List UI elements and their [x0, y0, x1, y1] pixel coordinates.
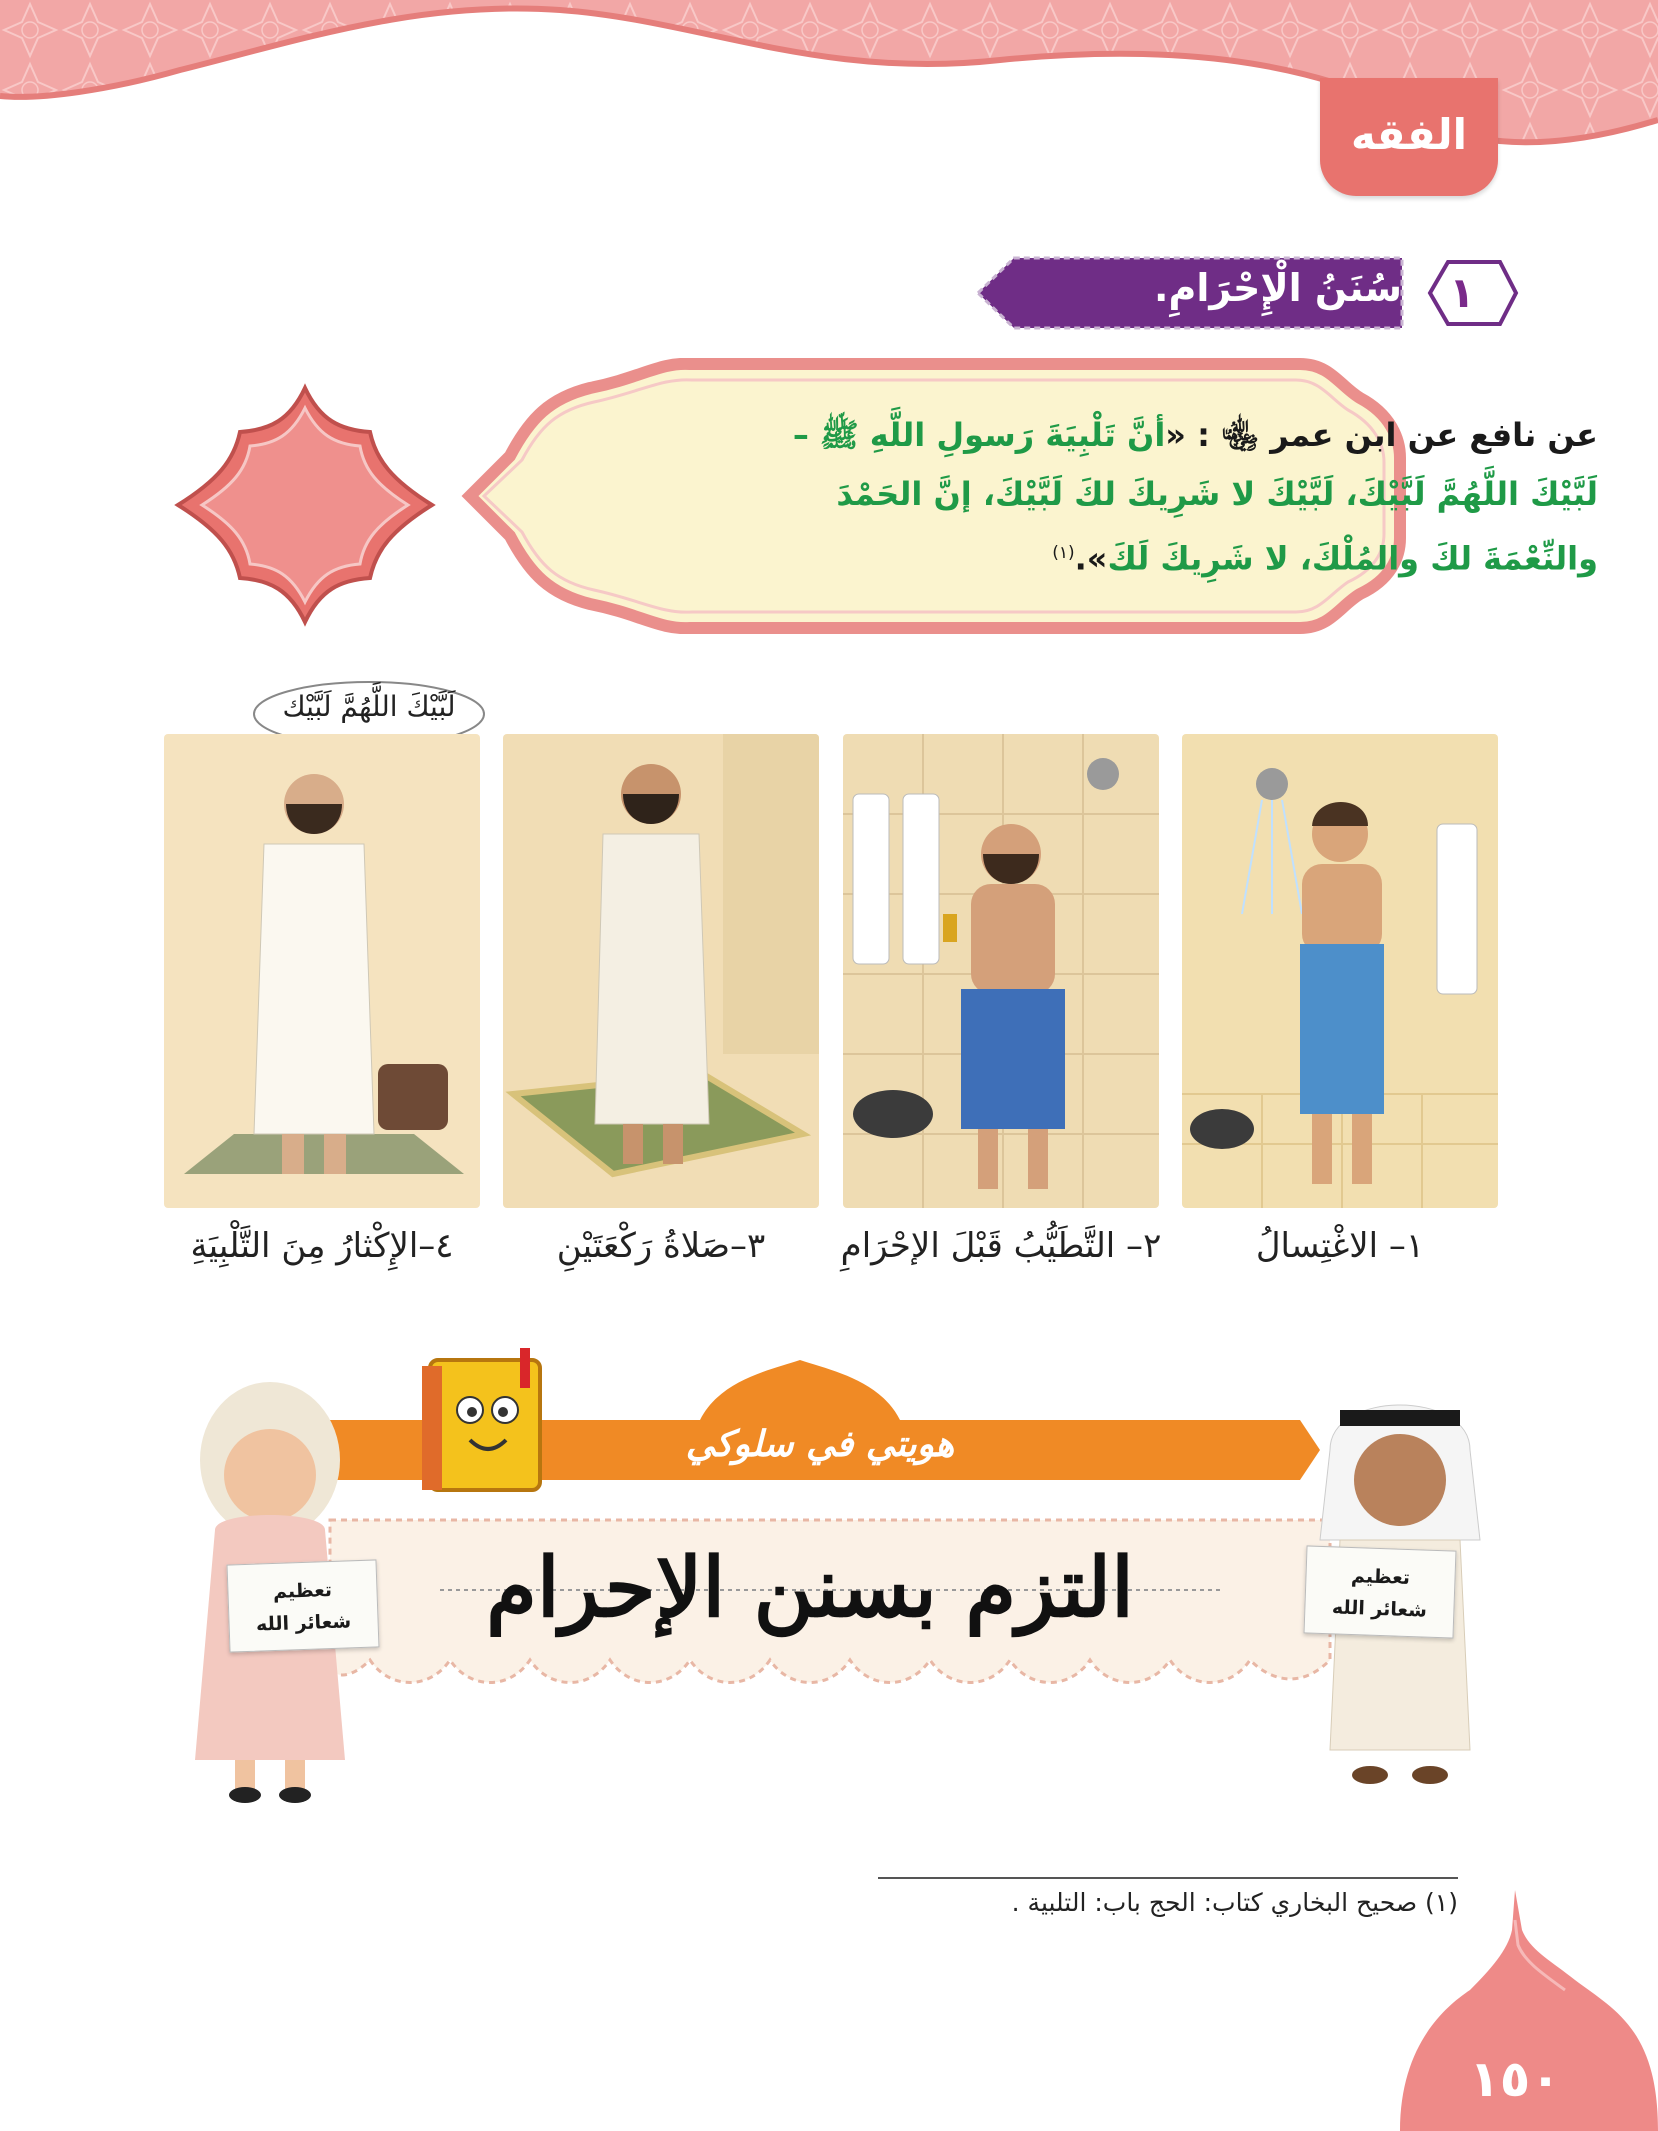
- decorative-star-ornament: [170, 380, 440, 630]
- footnote-ref: (١): [1052, 543, 1075, 563]
- girl-sign: [227, 1559, 380, 1652]
- hadith-line-1: أنَّ تَلْبِيَةَ رَسولِ اللَّهِ ﷺ –: [792, 416, 1166, 454]
- footnote-divider: [878, 1877, 1458, 1879]
- footnote-text: (١) صحيح البخاري كتاب: الحج باب: التلبية .: [1011, 1888, 1458, 1917]
- page-number: ١٥٠: [1469, 2050, 1561, 2108]
- hadith-line-2: لَبَّيْكَ اللَّهُمَّ لَبَّيْكَ، لَبَّيْكَ لا شَرِيكَ لكَ لَبَّيْكَ، إنَّ الحَمْدَ: [836, 475, 1598, 513]
- caption-1: ١– الاغْتِسالُ: [1255, 1226, 1425, 1266]
- hadith-intro: عن نافع عن ابن عمر ﵄ : «: [1165, 416, 1598, 454]
- subject-label: الفقه: [1350, 110, 1468, 159]
- hadith-text: [708, 406, 1598, 589]
- hadith-line-3: والنِّعْمَةَ لكَ والمُلْكَ، لا شَرِيكَ لَكَ: [1107, 539, 1598, 578]
- subject-tab: [1320, 78, 1498, 196]
- girl-sign-line2: شعائر الله: [255, 1610, 352, 1636]
- illustration-perfuming: [843, 734, 1159, 1208]
- banner-ribbon-text: هويتي في سلوكي: [685, 1424, 955, 1465]
- hadith-close: ».: [1074, 539, 1108, 578]
- caption-3: ٣–صَلاةُ رَكْعَتَيْنِ: [556, 1226, 766, 1266]
- illustration-praying: [503, 734, 819, 1208]
- illustration-showering: [1182, 734, 1498, 1208]
- section-title: سُنَنُ الْإِحْرَامِ.: [1154, 266, 1402, 310]
- section-number: ١: [1449, 268, 1475, 317]
- boy-sign-line2: شعائر الله: [1331, 1596, 1428, 1622]
- caption-4: ٤–الإِكْثارُ مِنَ التَّلْبِيَةِ: [190, 1226, 454, 1266]
- boy-sign-line1: تعظيم: [1350, 1564, 1411, 1590]
- caption-2: ٢– التَّطَيُّبُ قَبْلَ الإحْرَامِ: [840, 1226, 1162, 1266]
- illustration-ihram: [164, 734, 480, 1208]
- thought-bubble-text: لَبَّيْكَ اللَّهُمَّ لَبَّيْك: [282, 690, 456, 723]
- banner-main-text: التزم بسنن الإحرام: [486, 1540, 1134, 1636]
- boy-sign: [1304, 1545, 1457, 1638]
- book-mascot-icon: [400, 1340, 580, 1500]
- girl-sign-line1: تعظيم: [272, 1578, 333, 1604]
- section-heading: [960, 250, 1520, 336]
